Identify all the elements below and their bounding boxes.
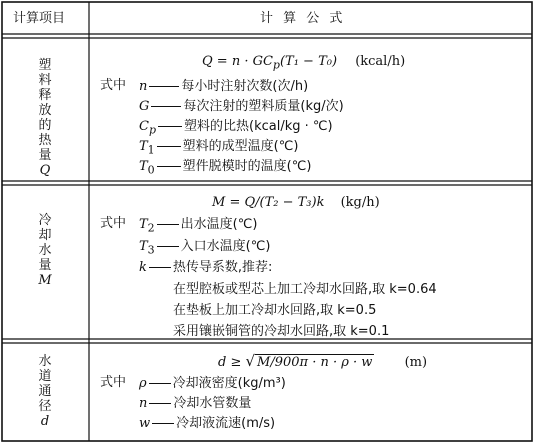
row1-where: 式中 (100, 78, 127, 93)
header-formula: 计 算 公 式 (260, 11, 346, 26)
def-line: $T_1$ 塑料的成型温度(℃) (139, 139, 299, 157)
def-line: n 冷却水管数量 (139, 396, 252, 411)
label-symbol: Q (39, 163, 51, 178)
note-line: 在型腔板或型芯上加工冷却水回路,取 k=0.64 (173, 282, 437, 297)
label-char: 道 (38, 369, 52, 384)
row3-formula: d ≥ √ M/900π · n · ρ · w (m) (218, 352, 428, 370)
def-line: ρ 冷却液密度(kg/m³) (139, 376, 286, 391)
def-line: $T_3$ 入口水温度(℃) (139, 239, 271, 257)
label-char: 水 (38, 354, 52, 369)
row1-unit: (kcal/h) (355, 54, 406, 69)
label-char: 料 (38, 73, 52, 88)
row1-formula: $Q = n \cdot GC_p(T_1 - T_0)$ (kcal/h) (202, 54, 406, 72)
label-char: 径 (38, 399, 52, 414)
label-char: 的 (38, 118, 52, 133)
note-line: 采用镶嵌铜管的冷却水回路,取 k=0.1 (173, 324, 390, 339)
def-line: $T_2$ 出水温度(℃) (139, 217, 258, 235)
label-char: 释 (38, 88, 52, 103)
header-item: 计算项目 (13, 11, 66, 26)
row3-where: 式中 (100, 375, 127, 390)
row2-where: 式中 (100, 216, 127, 231)
label-char: 量 (38, 148, 52, 163)
label-char: 放 (38, 103, 52, 118)
def-line: $C_p$ 塑料的比热(kcal/kg · ℃) (139, 119, 333, 137)
label-char: 水 (38, 243, 52, 258)
label-char: 冷 (38, 213, 52, 228)
def-line: k 热传导系数,推荐: (139, 260, 273, 275)
def-line: $T_0$ 塑件脱模时的温度(℃) (139, 159, 312, 177)
label-char: 却 (38, 228, 52, 243)
label-char: 通 (38, 384, 52, 399)
def-line: n 每小时注射次数(次/h) (139, 79, 309, 94)
def-line: G 每次注射的塑料质量(kg/次) (139, 99, 344, 114)
note-line: 在垫板上加工冷却水回路,取 k=0.5 (173, 303, 377, 318)
label-symbol: d (40, 414, 50, 429)
row3-unit: (m) (404, 355, 428, 370)
label-symbol: M (38, 273, 52, 288)
label-char: 热 (38, 133, 52, 148)
row3-label (34, 354, 56, 429)
row2-formula: M = Q/(T₂ − T₃)k (kg/h) (212, 195, 380, 210)
label-char: 量 (38, 258, 52, 273)
row2-label (34, 213, 56, 288)
row2-unit: (kg/h) (340, 195, 380, 210)
row1-label (34, 58, 56, 178)
def-line: w 冷却液流速(m/s) (139, 416, 276, 431)
label-char: 塑 (38, 58, 52, 73)
